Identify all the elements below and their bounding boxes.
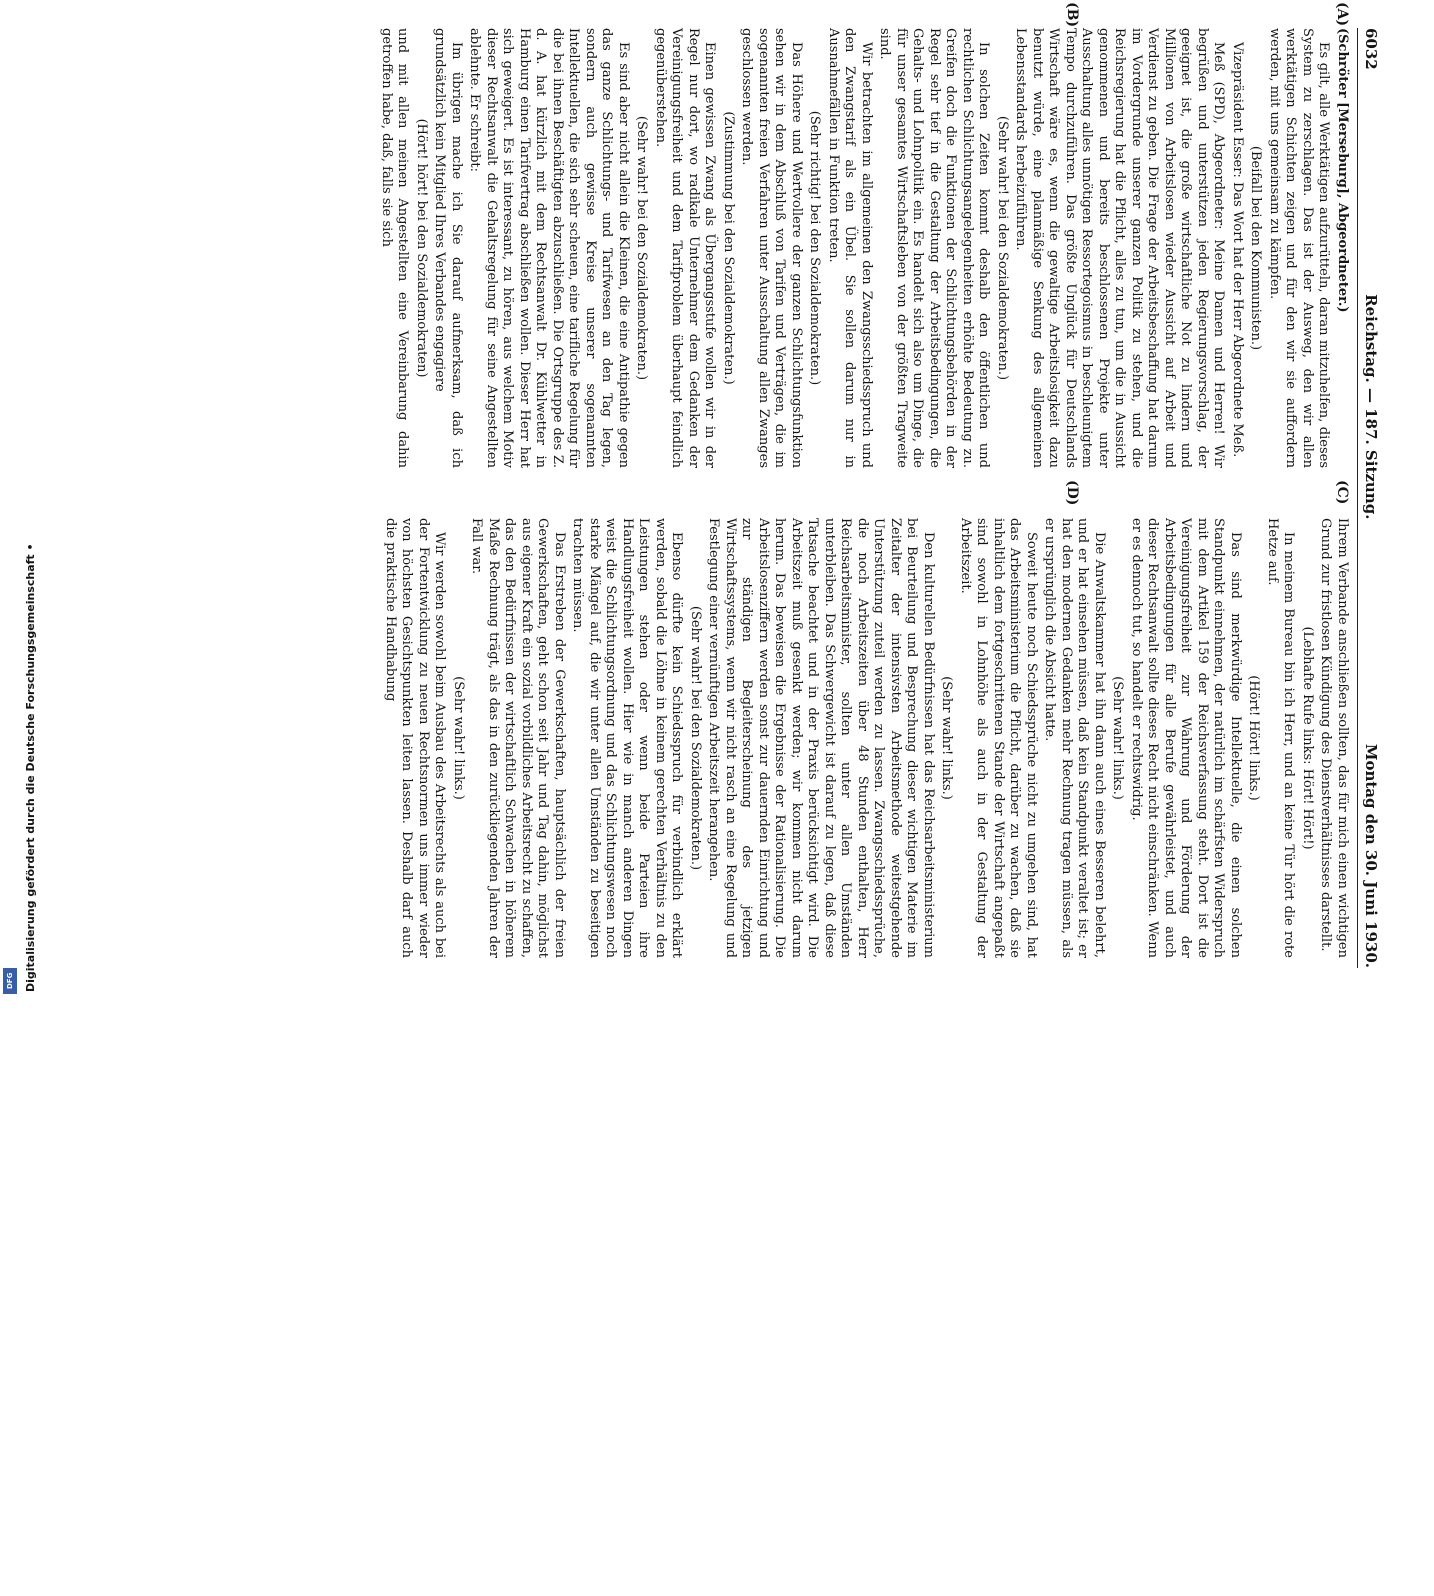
- interjection: (Sehr wahr! bei den Sozialdemokraten.): [995, 115, 1010, 381]
- interjection: (Sehr wahr! bei den Sozialdemokraten.): [634, 115, 650, 381]
- header-rule: [1357, 28, 1358, 968]
- quotation: Im übrigen mache ich Sie darauf aufmerksam, daß ich grundsätzlich kein Mitglied Ihres Verbandes engagiere: [432, 28, 464, 468]
- paragraph: Es gilt, alle Werktätigen aufzurütteln, daran mitzuhelfen, dieses System zu zerschlagen. Das ist der Ausweg, den wir allen werktätigen Schichten zeigen und für den wir sie auffordern werden, mit uns gemeinsam zu kämpfen.: [1267, 28, 1332, 468]
- interjection: (Hört! hört! bei den Sozialdemokraten): [414, 118, 429, 378]
- paragraph: Wir werden sowohl beim Ausbau des Arbeitsrechts als auch bei der Fortentwicklung zu neuen Rechtsnormen uns immer wieder von höchsten Gesichtspunkten leiten lassen. Deshalb darf auch die praktische Handhabung: [383, 518, 448, 958]
- digitization-footer: [4, 543, 37, 1596]
- paragraph: Ebenso dürfte kein Schiedsspruch für verbindlich erklärt werden, sobald die Löhne in keinem gerechten Verhältnis zu den Leistungen stehen oder wenn beide Parteien ihre Handlungsfreiheit wollen. Hier wie in manch anderen Dingen weist die Schlichtungsordnung und das Schlichtungswesen noch starke Mängel auf, die wir unter allen Umständen zu beseitigen trachten müssen.: [570, 518, 685, 958]
- margin-marker-d: (D): [1064, 480, 1080, 506]
- paragraph: In solchen Zeiten kommt deshalb den öffentlichen und rechtlichen Schlichtungsangelegenheiten erhöhte Bedeutung zu. Greifen doch die Funktionen der Schlichtungsbehörden in der Regel sehr tief in die Gestaltung der Arbeitsbedingungen, die Gehalts- und Lohnpolitik ein. Es handelt sich also um Dinge, die für unser gesamtes Wirtschaftsleben von der größten Tragweite sind.: [877, 28, 992, 468]
- paragraph: Wir betrachten im allgemeinen den Zwangsschiedsspruch und den Zwangstarif als ein Übel. Sie sollen darum nur in Ausnahmefällen in Funktion treten.: [826, 28, 874, 468]
- page-number: 6032: [1362, 28, 1380, 70]
- speaker-continuation: (Schröter [Merseburg], Abgeordneter.): [1335, 28, 1350, 313]
- session-date: Montag den 30. Juni 1930.: [1362, 743, 1380, 968]
- margin-marker-a: (A): [1334, 2, 1350, 27]
- quotation: Ihrem Verbande anschließen sollten, das für mich einen wichtigen Grund zur fristlosen Kündigung des Dienstverhältnisses darstellt.: [1318, 518, 1350, 958]
- interjection: (Sehr wahr! links.): [1110, 676, 1126, 800]
- paragraph: Das sind merkwürdige Intellektuelle, die einen solchen Standpunkt einnehmen, der natürlich im schärfsten Widerspruch mit dem Artikel 159 der Reichsverfassung steht. Dort ist die Vereinigungsfreiheit zur Wahrung und Förderung der Arbeitsbedingungen für alle Berufe gewährleistet, und auch dieser Rechtsanwalt sollte dieses Recht nicht einschränken. Wenn er es dennoch tut, so handelt er rechtswidrig.: [1129, 518, 1243, 958]
- interjection: (Zustimmung bei den Sozialdemokraten.): [721, 111, 736, 385]
- paragraph: Den kulturellen Bedürfnissen hat das Reichsarbeitsministerium bei Beurteilung und Besprechung dieser wichtigen Materie im Zeitalter der intensivsten Arbeitsmethode weitestgehende Unterstützung zuteil werden zu lassen. Zwangsschiedssprüche, die noch Arbeitszeiten über 48 Stunden enthalten, Herr Reichsarbeitsminister, sollten unter allen Umständen unterbleiben. Das Schwergewicht ist darauf zu legen, daß diese Tatsache beachtet und in der Praxis berücksichtigt wird. Die Arbeitszeit muß gesenkt werden; wir kommen nicht darum herum. Das beweisen die Ergebnisse der Rationalisierung. Die Arbeitslosenziffern werden sonst zur dauernden Einrichtung und zur ständigen Begleiterscheinung des jetzigen Wirtschaftssystems, wenn wir nicht rasch an eine Regelung und Festlegung einer vernünftigen Arbeitszeit herangehen.: [706, 518, 936, 958]
- left-column: [379, 28, 1350, 468]
- paragraph: Soweit heute noch Schiedssprüche nicht zu umgehen sind, hat das Arbeitsministerium die Pflicht, darüber zu wachen, daß sie inhaltlich dem fortgeschrittenen Stande der Wirtschaft angepaßt sind sowohl in Lohnhöhe als auch in der Gestaltung der Arbeitszeit.: [958, 518, 1039, 958]
- interjection: (Sehr wahr! bei den Sozialdemokraten.): [688, 605, 703, 871]
- margin-marker-c: (C): [1334, 480, 1350, 505]
- paragraph: Das Erstreben der Gewerkschaften, hauptsächlich der freien Gewerkschaften, geht schon seit Jahr und Tag dahin, möglichst aus eigener Kraft ein sozial vorbildliches Arbeitsrecht zu schaffen, das den Bedürfnissen der wirtschaftlich Schwachen in höherem Maße Rechnung trägt, als das in den zurückliegenden Jahren der Fall war.: [469, 518, 567, 958]
- paragraph: Einen gewissen Zwang als Übergangsstufe wollen wir in der Regel nur dort, wo radikale Unternehmer dem Gedanken der Vereinigungsfreiheit und dem Tarifproblem überhaupt feindlich gegenüberstehen.: [653, 28, 718, 468]
- margin-marker-b: (B): [1064, 2, 1080, 28]
- interjection: (Beifall bei den Kommunisten.): [1248, 145, 1264, 351]
- interjection: (Sehr wahr! links.): [451, 676, 466, 800]
- quotation: In meinem Bureau bin ich Herr, und an keine Tür hört die rote Hetze auf.: [1265, 518, 1297, 958]
- interjection: (Sehr richtig! bei den Sozialdemokraten.): [807, 110, 823, 386]
- interjection: (Hört! Hört! links.): [1246, 675, 1262, 801]
- paragraph: Meß (SPD), Abgeordneter: Meine Damen und Herren! Wir begrüßen und unterstützen jeden Regierungsvorschlag, der geeignet ist, die große wirtschaftliche Not zu lindern und Millionen von Arbeitslosen wieder Aussicht auf Arbeit und Verdienst zu geben. Die Frage der Arbeitsbeschaffung hat darum im Vordergrunde unserer ganzen Politik zu stehen, und die Reichsregierung hat die Pflicht, alles zu tun, um die in Aussicht genommenen und bereits beschlossenen Projekte unter Ausschaltung alles unnötigen Ressortegoismus in beschleunigtem Tempo durchzuführen. Das größte Unglück für Deutschlands Wirtschaft wäre es, wenn die gewaltige Arbeitslosigkeit dazu benutzt würde, eine planmäßige Senkung des allgemeinen Lebensstandards herbeizuführen.: [1013, 28, 1227, 468]
- right-column: [383, 518, 1350, 958]
- newspaper-page: [180, 2, 1380, 968]
- quotation: und mit allen meinen Angestellten eine Vereinbarung dahin getroffen habe, daß, falls sie sich: [379, 28, 411, 468]
- footer-text: Digitalisierung gefördert durch die Deutsche Forschungsgemeinschaft •: [24, 543, 37, 992]
- session-title: Reichstag. — 187. Sitzung.: [1362, 294, 1380, 520]
- paragraph: Vizepräsident Esser: Das Wort hat der Herr Abgeordnete Meß.: [1230, 42, 1245, 458]
- paragraph: Die Anwaltskammer hat ihn dann auch eines Besseren belehrt, und er hat einsehen müssen, daß kein Standpunkt veraltet ist; er hat den modernen Gedanken mehr Rechnung tragen müssen, als er ursprünglich die Absicht hatte.: [1042, 518, 1107, 958]
- paragraph: Es sind aber nicht allein die Kleinen, die eine Antipathie gegen das ganze Schlichtungs- und Tarifwesen an den Tag legen, sondern auch gewisse Kreise unserer sogenannten Intellektuellen, die sich sehr scheuen, eine tarifliche Regelung für die bei ihnen Beschäftigten abzuschließen. Die Ortsgruppe des Z. d. A. hat kürzlich mit dem Rechtsanwalt Dr. Kühlwetter in Hamburg einen Tarifvertrag abschließen wollen. Dieser Herr hat sich geweigert. Es ist interessant, zu hören, aus welchem Motiv dieser Rechtsanwalt die Gehaltsregelung für seine Angestellten ablehnte. Er schreibt:: [467, 28, 631, 468]
- interjection: (Sehr wahr! links.): [939, 676, 955, 800]
- interjection: (Lebhafte Rufe links: Hört! Hört!): [1300, 626, 1315, 850]
- dfg-logo: DFG: [3, 968, 17, 994]
- paragraph: Das Höhere und Wertvollere der ganzen Schlichtungsfunktion sehen wir in dem Abschluß von Tarifen und Verträgen, die im sogenannten freien Verfahren unter Ausschaltung allen Zwanges geschlossen werden.: [739, 28, 804, 468]
